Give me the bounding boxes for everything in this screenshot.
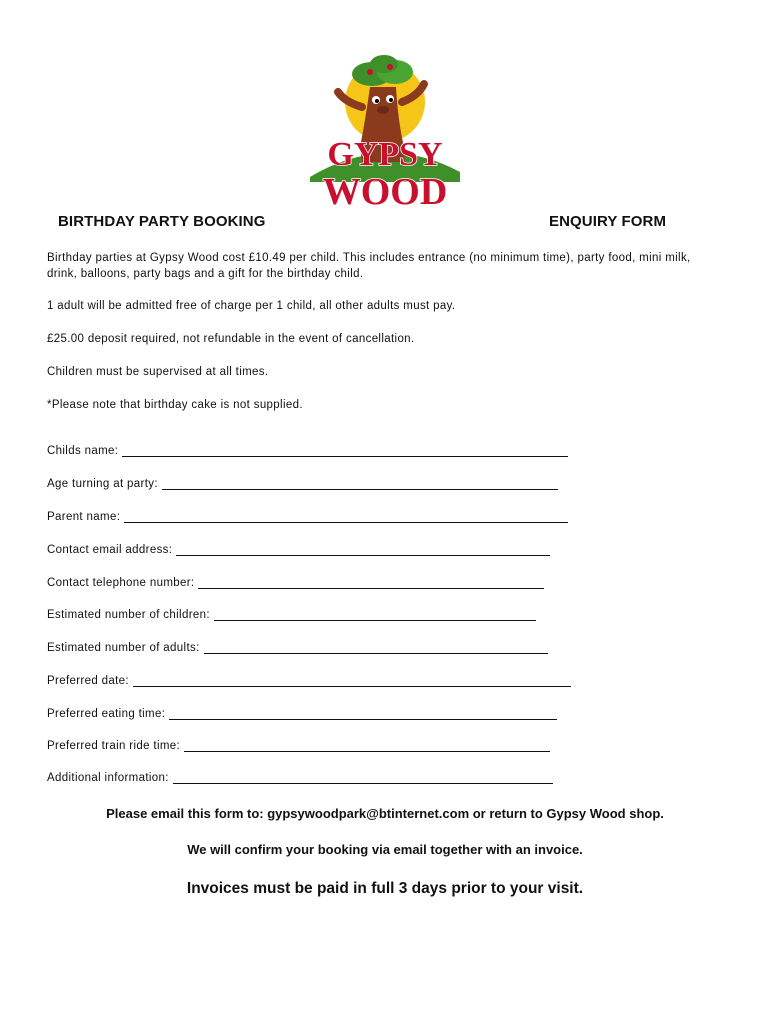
parent-name-line[interactable]	[124, 512, 568, 523]
field-label: Preferred eating time:	[47, 708, 166, 720]
field-age-turning	[47, 478, 558, 490]
gypsy-wood-logo	[300, 52, 470, 212]
confirmation-note: We will confirm your booking via email together with an invoice.	[187, 842, 583, 857]
field-label: Preferred date:	[47, 675, 129, 687]
field-label: Childs name:	[47, 445, 119, 457]
field-contact-telephone	[47, 577, 544, 589]
logo-text-gypsy: GYPSY	[327, 136, 443, 173]
info-deposit: £25.00 deposit required, not refundable in the event of cancellation.	[47, 333, 415, 345]
contact-telephone-line[interactable]	[198, 578, 544, 589]
info-cake-note: *Please note that birthday cake is not supplied.	[47, 399, 303, 411]
field-estimated-children	[47, 609, 536, 621]
preferred-train-ride-time-line[interactable]	[184, 741, 550, 752]
field-label: Parent name:	[47, 511, 121, 523]
field-label: Contact telephone number:	[47, 577, 195, 589]
estimated-children-line[interactable]	[214, 610, 536, 621]
field-parent-name	[47, 511, 568, 523]
preferred-eating-time-line[interactable]	[169, 709, 557, 720]
field-additional-information	[47, 772, 553, 784]
field-childs-name	[47, 445, 568, 457]
age-turning-line[interactable]	[162, 479, 558, 490]
field-label: Contact email address:	[47, 544, 173, 556]
contact-email-line[interactable]	[176, 545, 550, 556]
field-estimated-adults	[47, 642, 548, 654]
field-preferred-date	[47, 675, 571, 687]
field-label: Age turning at party:	[47, 478, 158, 490]
info-adult-policy: 1 adult will be admitted free of charge per 1 child, all other adults must pay.	[47, 300, 456, 312]
field-contact-email	[47, 544, 550, 556]
field-label: Additional information:	[47, 772, 169, 784]
field-label: Estimated number of children:	[47, 609, 210, 621]
logo-text-wood: WOOD	[322, 171, 448, 212]
additional-information-line[interactable]	[173, 773, 553, 784]
invoice-note: Invoices must be paid in full 3 days prior to your visit.	[186, 880, 584, 897]
info-supervision: Children must be supervised at all times.	[47, 366, 269, 378]
field-label: Estimated number of adults:	[47, 642, 200, 654]
field-preferred-train-ride-time	[47, 740, 550, 752]
heading-birthday-party-booking: BIRTHDAY PARTY BOOKING	[58, 213, 266, 230]
email-instructions: Please email this form to: gypsywoodpark@btinternet.com or return to Gypsy Wood shop.	[106, 806, 664, 821]
field-label: Preferred train ride time:	[47, 740, 181, 752]
info-pricing: Birthday parties at Gypsy Wood cost £10.49 per child. This includes entrance (no minimum time), party food, mini milk, drink, balloons, party bags and a gift for the birthday child.	[47, 252, 691, 280]
field-preferred-eating-time	[47, 708, 557, 720]
childs-name-line[interactable]	[122, 446, 568, 457]
heading-enquiry-form: ENQUIRY FORM	[549, 213, 667, 230]
preferred-date-line[interactable]	[133, 676, 571, 687]
estimated-adults-line[interactable]	[204, 643, 548, 654]
